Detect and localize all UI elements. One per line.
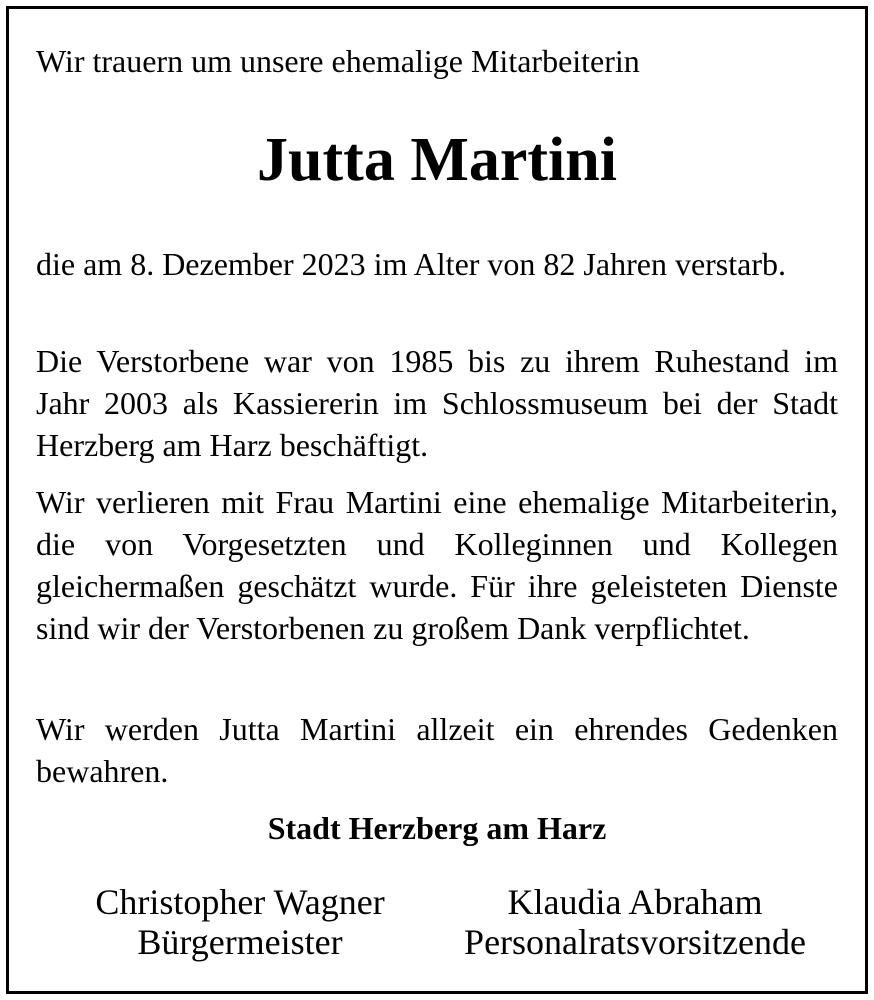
paragraph-death-date: die am 8. Dezember 2023 im Alter von 82 Jahren verstarb. [36,246,786,282]
signatory-name: Klaudia Abraham [507,882,763,922]
paragraph-appreciation: Wir verlieren mit Frau Martini eine ehemalige Mitarbeiterin, die von Vorgesetzten und Kolleginnen und Kollegen gleichermaßen geschätzt wurde. Für ihre geleisteten Dienste sind wir der Verstorbenen zu großem Dank verpflichtet. [36,484,838,646]
signature-mayor [60,882,420,962]
signatory-role: Personalratsvorsitzende [464,922,806,962]
paragraph-employment: Die Verstorbene war von 1985 bis zu ihrem Ruhestand im Jahr 2003 als Kassiererin im Schlossmuseum bei der Stadt Herzberg am Harz beschäftigt. [36,343,838,463]
signatory-role: Bürgermeister [137,922,343,962]
organization-name: Stadt Herzberg am Harz [267,810,607,846]
paragraph-remembrance: Wir werden Jutta Martini allzeit ein ehrendes Gedenken bewahren. [36,711,838,789]
deceased-name: Jutta Martini [257,126,617,194]
signatory-name: Christopher Wagner [95,882,385,922]
signature-staff-council [440,882,830,962]
intro-line: Wir trauern um unsere ehemalige Mitarbeiterin [36,43,640,79]
